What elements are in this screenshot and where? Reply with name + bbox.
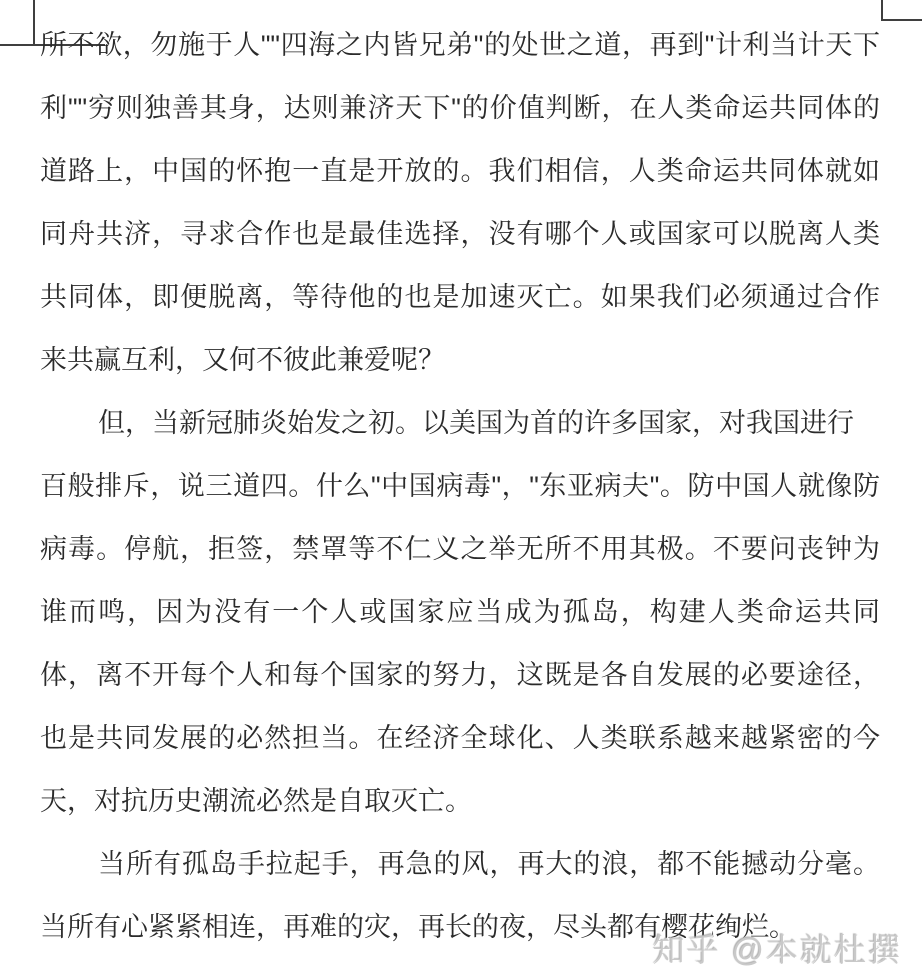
text-line: 百般排斥，说三道四。什么"中国病毒"，"东亚病夫"。防中国人就像防	[40, 471, 880, 501]
corner-crop-mark-top-right-icon	[881, 0, 883, 21]
essay-text-block	[40, 14, 880, 959]
text-line: 也是共同发展的必然担当。在经济全球化、人类联系越来越紧密的今	[40, 723, 880, 753]
text-line: 同舟共济，寻求合作也是最佳选择，没有哪个人或国家可以脱离人类	[40, 219, 880, 249]
text-line: 病毒。停航，拒签，禁罩等不仁义之举无所不用其极。不要问丧钟为	[40, 534, 880, 564]
corner-crop-mark-top-left-icon	[33, 0, 35, 46]
zhihu-watermark: 知乎 @本就杜撰	[652, 932, 902, 968]
text-line paragraph-start: 但，当新冠肺炎始发之初。以美国为首的许多国家，对我国进行	[98, 408, 854, 438]
text-line paragraph-end: 当所有心紧紧相连，再难的灾，再长的夜，尽头都有樱花绚烂。	[40, 912, 796, 942]
text-line: 所不欲，勿施于人""四海之内皆兄弟"的处世之道，再到"计利当计天下	[40, 30, 880, 60]
text-line paragraph-start: 当所有孤岛手拉起手，再急的风，再大的浪，都不能撼动分毫。	[98, 849, 880, 879]
text-line: 谁而鸣，因为没有一个人或国家应当成为孤岛，构建人类命运共同	[40, 597, 880, 627]
text-line paragraph-end: 天，对抗历史潮流必然是自取灭亡。	[40, 786, 472, 816]
text-line paragraph-end: 来共赢互利，又何不彼此兼爱呢？	[40, 345, 445, 375]
text-line: 共同体，即便脱离，等待他的也是加速灭亡。如果我们必须通过合作	[40, 282, 880, 312]
text-line: 利""穷则独善其身，达则兼济天下"的价值判断，在人类命运共同体的	[40, 93, 880, 123]
corner-crop-mark-top-right-icon	[881, 19, 922, 21]
text-line: 体，离不开每个人和每个国家的努力，这既是各自发展的必要途径，	[40, 660, 880, 690]
text-line: 道路上，中国的怀抱一直是开放的。我们相信，人类命运共同体就如	[40, 156, 880, 186]
